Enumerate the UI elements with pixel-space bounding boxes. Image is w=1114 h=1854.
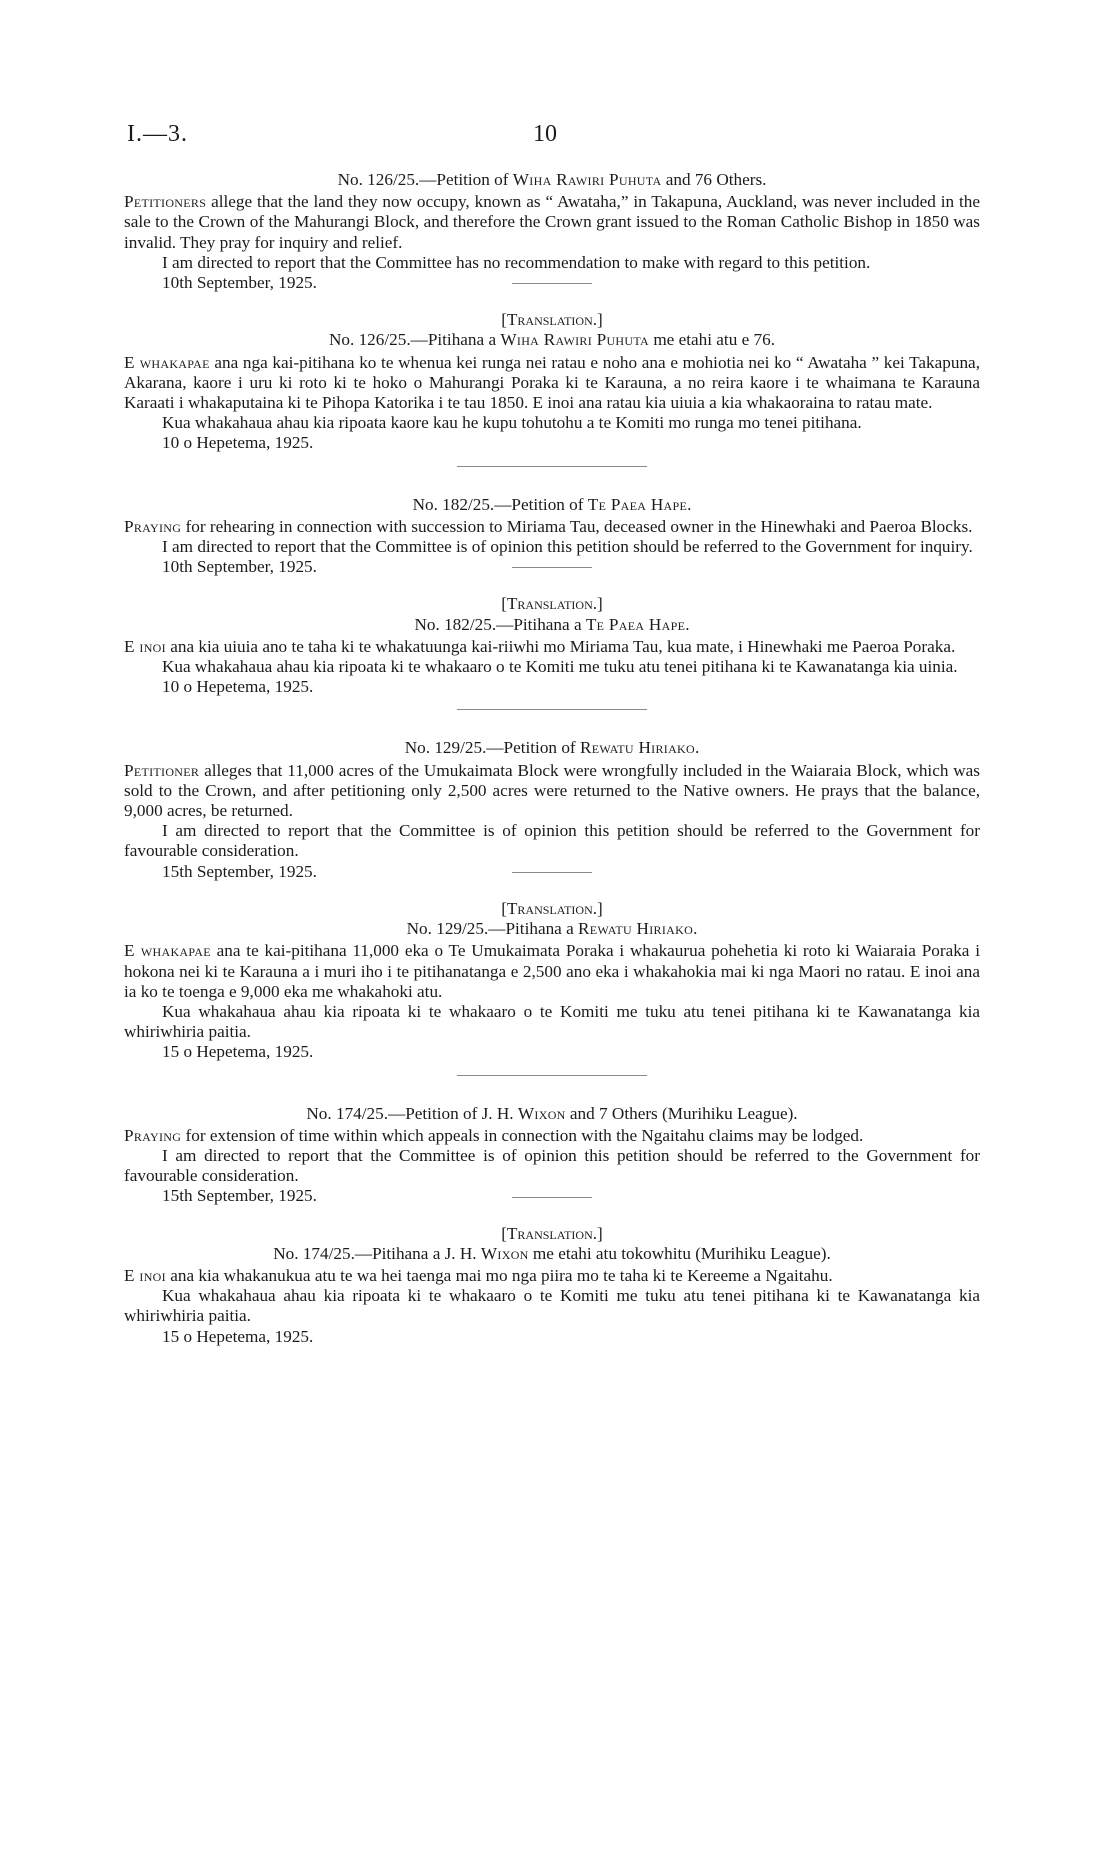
report-date: 10th September, 1925. <box>162 273 317 293</box>
translation-date: 15 o Hepetema, 1925. <box>162 1042 314 1062</box>
translation-title: No. 126/25.—Pitihana a Wiha Rawiri Puhuta me etahi atu e 76. <box>328 330 776 350</box>
petition-129-25 <box>124 738 980 1075</box>
report-date: 15th September, 1925. <box>162 861 317 881</box>
translation-report: Kua whakahaua ahau kia ripoata kaore kau he kupu tohutohu a te Komiti mo runga mo tenei pitihana. <box>162 413 862 433</box>
petition-126-25 <box>124 170 980 467</box>
translation-report: Kua whakahaua ahau kia ripoata ki te whakaaro o te Komiti me tuku atu tenei pitihana ki te Kawanatanga kia uinia. <box>162 657 958 677</box>
page-number: 10 <box>533 121 557 147</box>
report-date: 10th September, 1925. <box>162 557 317 577</box>
divider <box>512 1197 592 1198</box>
divider <box>512 283 592 284</box>
translation-body: E whakapae ana te kai-pitihana 11,000 eka o Te Umukaimata Poraka i whakaurua pohehetia ki roto ki Waiaraia Poraka i hokona nei ki te Karauna a i muri iho i te pitihanatanga e 2,500 ano eka i whakahokia mai ki nga Maori no ratau. E inoi ana ia ko te toenga e 9,000 eka me whakahoki atu. <box>124 941 980 1001</box>
document-reference: I.—3. <box>127 121 188 147</box>
translation-body: E inoi ana kia whakanukua atu te wa hei taenga mai mo nga piira mo te taha ki te Kereeme a Ngaitahu. <box>124 1265 833 1285</box>
translation-label: [Translation.] <box>501 898 603 918</box>
petition-title: No. 129/25.—Petition of Rewatu Hiriako. <box>404 738 700 758</box>
divider <box>512 872 592 873</box>
translation-title: No. 182/25.—Pitihana a Te Paea Hape. <box>414 614 690 634</box>
petition-title: No. 174/25.—Petition of J. H. Wixon and 7 Others (Murihiku League). <box>306 1103 798 1123</box>
petition-title: No. 126/25.—Petition of Wiha Rawiri Puhuta and 76 Others. <box>337 170 767 189</box>
translation-report: Kua whakahaua ahau kia ripoata ki te whakaaro o te Komiti me tuku atu tenei pitihana ki te Kawanatanga kia whiriwhiria paitia. <box>124 1001 980 1042</box>
petition-body: Petitioners allege that the land they now occupy, known as “ Awataha,” in Takapuna, Auckland, was never included in the sale to the Crown of the Mahurangi Block, and therefore the Crown grant issued to the Roman Catholic Bishop in 1850 was invalid. They pray for inquiry and relief. <box>124 192 980 252</box>
translation-title: No. 174/25.—Pitihana a J. H. Wixon me etahi atu tokowhitu (Murihiku League). <box>273 1243 831 1263</box>
translation-date: 10 o Hepetema, 1925. <box>162 433 314 453</box>
section-divider <box>457 1075 647 1076</box>
petition-body: Praying for rehearing in connection with succession to Miriama Tau, deceased owner in the Hinewhaki and Paeroa Blocks. <box>124 516 973 536</box>
translation-body: E inoi ana kia uiuia ano te taha ki te whakatuunga kai-riiwhi mo Miriama Tau, kua mate, i Hinewhaki me Paeroa Poraka. <box>124 636 956 656</box>
translation-label: [Translation.] <box>501 1223 603 1243</box>
committee-report: I am directed to report that the Committee is of opinion this petition should be referred to the Government for favourable consideration. <box>124 821 980 861</box>
translation-label: [Translation.] <box>501 594 603 614</box>
section-divider <box>457 709 647 710</box>
committee-report: I am directed to report that the Committee is of opinion this petition should be referred to the Government for favourable consideration. <box>124 1145 980 1186</box>
page-content <box>124 170 980 1347</box>
translation-report: Kua whakahaua ahau kia ripoata ki te whakaaro o te Komiti me tuku atu tenei pitihana ki te Kawanatanga kia whiriwhiria paitia. <box>124 1286 980 1326</box>
translation-body: E whakapae ana nga kai-pitihana ko te whenua kei runga nei ratau e noho ana e mohiotia nei ko “ Awataha ” kei Takapuna, Akarana, kaore i uru ki roto ki te hoko o Mahurangi Poraka ki te Karauna, a no reira kaore i te whaimana te Karauna Karaati i whakaputaina ki te Pihopa Katorika i te tau 1850. E inoi ana ratau kia uiuia a kia whakaoraina to ratau mate. <box>124 352 980 413</box>
translation-date: 10 o Hepetema, 1925. <box>162 677 314 697</box>
translation-date: 15 o Hepetema, 1925. <box>162 1326 314 1346</box>
petition-174-25 <box>124 1104 980 1347</box>
committee-report: I am directed to report that the Committee is of opinion this petition should be referred to the Government for inquiry. <box>162 537 973 557</box>
petition-body: Petitioner alleges that 11,000 acres of the Umukaimata Block were wrongfully included in the Waiaraia Block, which was sold to the Crown, and after petitioning only 2,500 acres were returned to the Native owners. He prays that the balance, 9,000 acres, be returned. <box>124 760 980 821</box>
committee-report: I am directed to report that the Committee has no recommendation to make with regard to this petition. <box>162 252 871 272</box>
petition-182-25 <box>124 495 980 711</box>
translation-title: No. 129/25.—Pitihana a Rewatu Hiriako. <box>406 919 698 939</box>
report-date: 15th September, 1925. <box>162 1186 317 1206</box>
section-divider <box>457 466 647 467</box>
petition-body: Praying for extension of time within which appeals in connection with the Ngaitahu claims may be lodged. <box>124 1125 864 1145</box>
divider <box>512 567 592 568</box>
petition-title: No. 182/25.—Petition of Te Paea Hape. <box>412 494 692 514</box>
translation-label: [Translation.] <box>501 310 603 330</box>
